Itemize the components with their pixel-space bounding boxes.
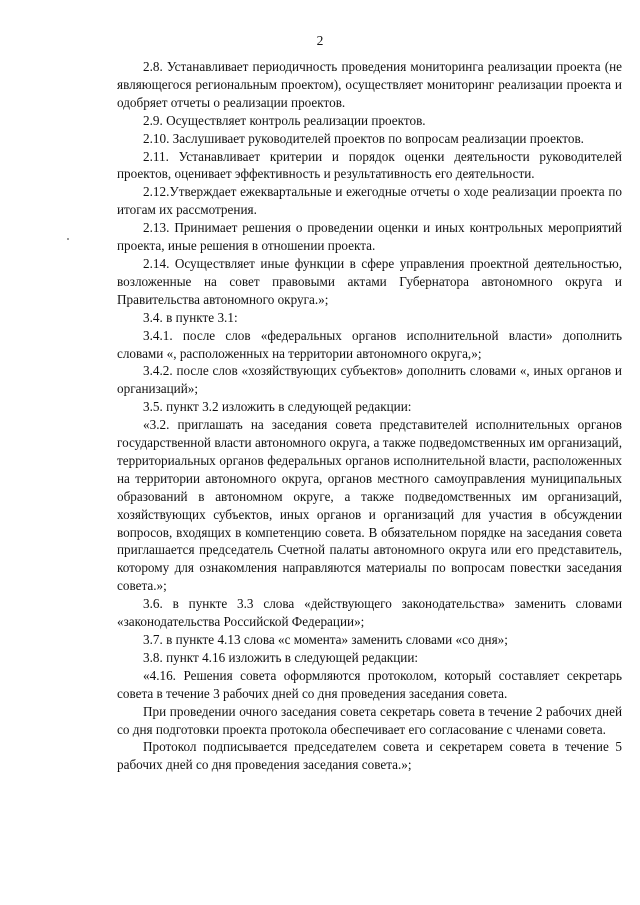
paragraph-3-4-2: 3.4.2. после слов «хозяйствующих субъектов» дополнить словами «, иных органов и организаций»; <box>117 363 622 397</box>
paragraph-2-11: 2.11. Устанавливает критерии и порядок оценки деятельности руководителей проектов, оценивает эффективность и результативность его деятельности. <box>117 148 622 182</box>
paragraph-quote-4-16: «4.16. Решения совета оформляются протоколом, который составляет секретарь совета в течение 3 рабочих дней со дня проведения заседания совета. <box>117 667 622 701</box>
paragraph-2-12: 2.12.Утверждает ежеквартальные и ежегодные отчеты о ходе реализации проекта по итогам их рассмотрения. <box>117 184 622 218</box>
page-number: 2 <box>316 33 324 48</box>
paragraph-protokol: Протокол подписывается председателем совета и секретарем совета в течение 5 рабочих дней со дня проведения заседания совета.»; <box>117 739 622 773</box>
paragraph-3-7: 3.7. в пункте 4.13 слова «с момента» заменить словами «со дня»; <box>143 632 508 647</box>
paragraph-2-10: 2.10. Заслушивает руководителей проектов по вопросам реализации проектов. <box>143 130 584 146</box>
paragraph-3-4-1: 3.4.1. после слов «федеральных органов исполнительной власти» дополнить словами «, расположенных на территории автономного округа,»; <box>117 327 622 361</box>
paragraph-2-13: 2.13. Принимает решения о проведении оценки и иных контрольных мероприятий проекта, иные решения в отношении проекта. <box>117 220 622 254</box>
paragraph-2-8: 2.8. Устанавливает периодичность проведения мониторинга реализации проекта (не являющегося региональным проектом), осуществляет мониторинг реализации проекта и одобряет отчеты о реализации проектов. <box>117 59 622 110</box>
paragraph-3-4: 3.4. в пункте 3.1: <box>143 309 238 325</box>
paragraph-3-5: 3.5. пункт 3.2 изложить в следующей редакции: <box>143 399 412 415</box>
document-body <box>117 58 622 774</box>
paragraph-quote-3-2: «3.2. приглашать на заседания совета представителей исполнительных органов государственной власти автономного округа, а также подведомственных им организаций, территориальных органов федеральных органов исполнительной власти, расположенных на территории автономного округа, органов местного самоуправления муниципальных образований в автономном округе, а также подведомственных им организаций, хозяйствующих субъектов, иных органов и организаций для участия в обсуждении вопросов, входящих в компетенцию совета. В обязательном порядке на заседания совета приглашается председатель Счетной палаты автономного округа или его представитель, которому для ознакомления направляются материалы по вопросам повестки заседания совета.»; <box>117 417 622 594</box>
paragraph-3-8: 3.8. пункт 4.16 изложить в следующей редакции: <box>143 649 419 665</box>
paragraph-ochnoe-zasedanie: При проведении очного заседания совета секретарь совета в течение 2 рабочих дней со дня подготовки проекта протокола обеспечивает его согласование с членами совета. <box>117 703 622 737</box>
paragraph-2-9: 2.9. Осуществляет контроль реализации проектов. <box>143 112 426 128</box>
paragraph-2-14: 2.14. Осуществляет иные функции в сфере управления проектной деятельностью, возложенные на совет правовыми актами Губернатора автономного округа и Правительства автономного округа.»; <box>117 255 622 307</box>
paragraph-3-6: 3.6. в пункте 3.3 слова «действующего законодательства» заменить словами «законодательства Российской Федерации»; <box>117 596 622 630</box>
scan-speck <box>67 238 69 240</box>
